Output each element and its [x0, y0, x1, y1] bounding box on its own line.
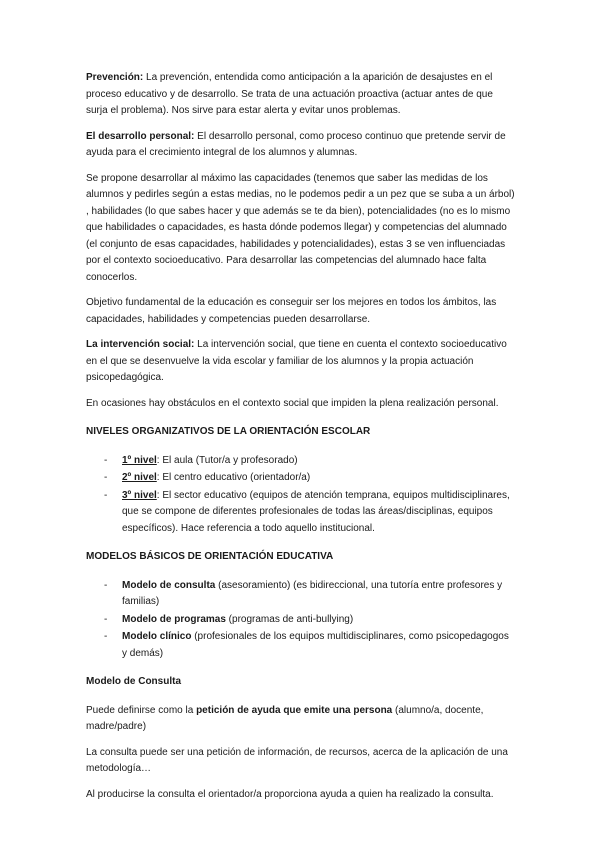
list-item	[86, 470, 516, 487]
list-item	[86, 612, 516, 629]
nivel-label: 2º nivel	[122, 472, 157, 483]
paragraph-consulta-ayuda: Al producirse la consulta el orientador/a proporciona ayuda a quien ha realizado la consulta.	[86, 788, 494, 800]
dash-marker: -	[104, 472, 108, 483]
desarrollo-text: El desarrollo personal, como proceso continuo que pretende servir de ayuda para el crecimiento integral de los alumnos y alumnas.	[86, 130, 506, 158]
consulta-p1-before: Puede definirse como la	[86, 704, 197, 716]
paragraph-obstaculos: En ocasiones hay obstáculos en el contexto social que impiden la plena realización personal.	[86, 397, 499, 409]
paragraph-capacidades: Se propone desarrollar al máximo las capacidades (tenemos que saber las medidas de los alumnos y pedirles según a estas medias, no le podemos pedir a un pez que se suba a un árbol) , habilidades (lo que sabes hacer y que además se te da bien), potencialidades (no es lo mismo que habilidades o capacidades, es hasta dónde podemos llegar) y competencias del alumnado (el conjunto de esas capacidades, habilidades y potencialidades), estas 3 se ven influenciadas por el contexto socioeducativo. Para desarrollar las competencias del alumnado hace falta conocerlos.	[86, 172, 515, 283]
dash-marker: -	[104, 579, 108, 591]
modelo-label: Modelo de consulta	[122, 579, 216, 591]
intervencion-text: La intervención social, que tiene en cuenta el contexto socioeducativo en el que se desenvuelve la vida escolar y familiar de los alumnos y la propia actuación psicopedagógica.	[86, 339, 507, 383]
modelo-text: (asesoramiento) (es bidireccional, una tutoría entre profesores y familias)	[122, 579, 503, 607]
nivel-text: : El centro educativo (orientador/a)	[156, 472, 311, 483]
term-intervencion-social: La intervención social:	[86, 339, 195, 350]
document-page	[86, 70, 516, 812]
dash-marker: -	[104, 613, 108, 625]
nivel-text: : El aula (Tutor/a y profesorado)	[156, 454, 298, 466]
modelo-text: (profesionales de los equipos multidisciplinares, como psicopedagogos y demás)	[122, 631, 509, 659]
modelo-text: (programas de anti-bullying)	[225, 613, 354, 625]
paragraph-consulta-definicion	[86, 703, 516, 736]
paragraph-desarrollo-personal	[86, 129, 516, 162]
nivel-text: : El sector educativo (equipos de atención temprana, equipos multidisciplinares, que se compone de diferentes profesionales de todas las áreas/disciplinas, equipos específicos). Hace referencia a todo aquello institucional.	[122, 489, 510, 534]
list-item	[86, 578, 516, 611]
modelos-list	[86, 578, 516, 663]
term-desarrollo-personal: El desarrollo personal:	[86, 130, 195, 142]
paragraph-prevencion	[86, 70, 516, 120]
paragraph-consulta-peticion: La consulta puede ser una petición de información, de recursos, acerca de la aplicación de una metodología…	[86, 746, 508, 774]
list-item	[86, 629, 516, 662]
niveles-list	[86, 453, 516, 538]
dash-marker: -	[104, 631, 108, 642]
consulta-p1-after: (alumno/a, docente, madre/padre)	[86, 704, 484, 732]
paragraph-objetivo: Objetivo fundamental de la educación es conseguir ser los mejores en todos los ámbitos, las capacidades, habilidades y competencias pueden desarrollarse.	[86, 297, 497, 325]
section-heading-niveles: NIVELES ORGANIZATIVOS DE LA ORIENTACIÓN ESCOLAR	[86, 426, 371, 437]
nivel-label: 1º nivel	[122, 454, 157, 466]
list-item	[86, 488, 516, 538]
section-heading-modelos: MODELOS BÁSICOS DE ORIENTACIÓN EDUCATIVA	[86, 551, 334, 562]
paragraph-intervencion-social	[86, 337, 516, 387]
term-prevencion: Prevención:	[86, 72, 144, 83]
modelo-label: Modelo clínico	[122, 631, 192, 642]
list-item	[86, 453, 516, 470]
modelo-label: Modelo de programas	[122, 613, 226, 625]
section-heading-consulta: Modelo de Consulta	[86, 676, 181, 687]
consulta-p1-bold: petición de ayuda que emite una persona	[196, 704, 393, 716]
dash-marker: -	[104, 454, 108, 466]
dash-marker: -	[104, 489, 108, 501]
nivel-label: 3º nivel	[122, 489, 157, 501]
prevencion-text: La prevención, entendida como anticipación a la aparición de desajustes en el proceso educativo y de desarrollo. Se trata de una actuación proactiva (actuar antes de que surja el problema). Nos sirve para estar alerta y evitar unos problemas.	[86, 72, 493, 116]
